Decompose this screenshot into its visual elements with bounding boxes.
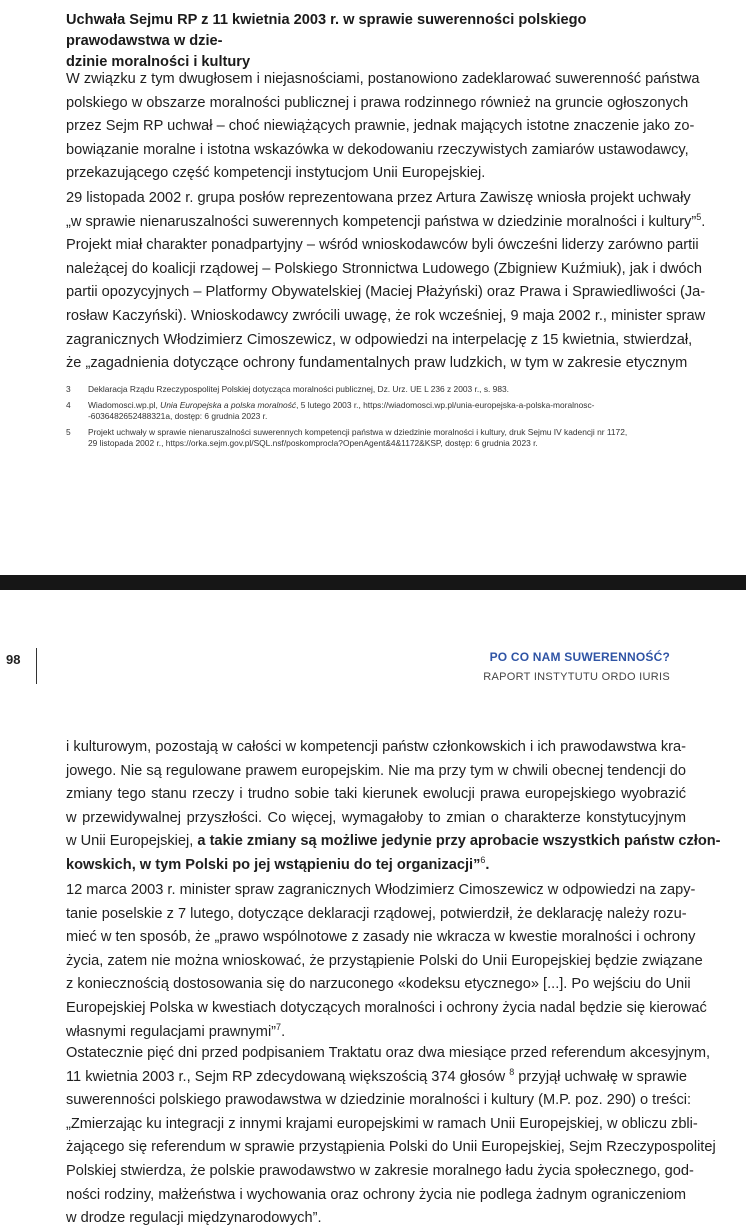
text-line: Projekt miał charakter ponadpartyjny – wśród wnioskodawców byli ówcześni liderzy zarówno partii [66, 237, 699, 254]
heading-line: dzinie moralności i kultury [66, 54, 251, 70]
text-line: w drodze regulacji międzynarodowych”. [66, 1210, 322, 1227]
footnote-number: 4 [66, 400, 71, 410]
text-line: że „zagadnienia dotyczące ochrony fundamentalnych praw ludzkich, w tym w zakresie etycznym [66, 355, 688, 372]
text-fragment: „w sprawie nienaruszalności suwerennych kompetencji państwa w dziedzinie moralności i kultury” [66, 213, 697, 230]
text-line: własnymi regulacjami prawnymi”$^7$. [66, 1021, 286, 1040]
text-line: Europejskiej Polska w kwestiach dotyczących moralności i ochrony życia nadal będzie się kierować [66, 999, 707, 1016]
text-line: „Zmierzając ku integracji z innymi krajami europejskimi w ramach Unii Europejskiej, w obliczu zbli- [66, 1115, 698, 1132]
text-line: bowiązanie moralne i istotna wskazówka w dekodowaniu rzeczywistych zamiarów ustawodawcy, [66, 141, 689, 158]
footnote-line: Projekt uchwały w sprawie nienaruszalności suwerennych kompetencji państwa w dziedzinie moralności i kultury, druk Sejmu IV kadencji nr 1172, [88, 427, 628, 437]
text-line: w przewidywalnej przyszłości. Co więcej, wymagałoby to zmian o charakterze konstytucyjnym [66, 809, 686, 826]
text-line: żającego się referendum w sprawie przystąpienia Polski do Unii Europejskiej, Sejm Rzeczypospolitej [66, 1139, 716, 1156]
footnote-ref: 6 [480, 855, 486, 866]
footnote-ref: 5 [696, 211, 702, 222]
top-page [0, 0, 746, 575]
text-line: Polskiej stwierdza, że polskie prawodawstwo w zakresie moralnego ładu życia społecznego, god- [66, 1162, 694, 1179]
text-line [66, 830, 721, 854]
footnote [66, 384, 686, 395]
header-divider [36, 648, 37, 684]
text-line: kowskich, w tym Polski po jej wstąpieniu do tej organizacji”$^6$. [66, 855, 490, 873]
text-line: partii opozycyjnych – Platformy Obywatelskiej (Maciej Płażyński) oraz Prawa i Sprawiedliwości (Ja- [66, 284, 706, 301]
text-line: polskiego w obszarze moralności publicznej i prawa rodzinnego również na gruncie ogłoszonych [66, 94, 689, 111]
footnote-text: Deklaracja Rządu Rzeczypospolitej Polskiej dotycząca moralności publicznej, Dz. Urz. UE L 236 z 2003 r., s. 983. [88, 384, 509, 394]
bottom-page [0, 590, 746, 1227]
page-number: 98 [6, 652, 21, 667]
text-line: 12 marca 2003 r. minister spraw zagranicznych Włodzimierz Cimoszewicz w odpowiedzi na zapy- [66, 882, 696, 898]
footnote-link[interactable]: 29 listopada 2002 r., https://orka.sejm.gov.pl/SQL.nsf/poskomprocla?OpenAgent&4&1172&KSP, dostęp: 6 grudnia 2023 r. [88, 438, 538, 448]
footnotes [66, 384, 686, 454]
emphasis: kowskich, w tym Polski po jej wstąpieniu do tej organizacji” [66, 856, 481, 873]
text-line: tanie poselskie z 7 lutego, dotyczące deklaracji rządowej, potwierdził, że deklarację należy rozu- [66, 905, 687, 922]
text-line: ności rodziny, małżeństwa i wychowania oraz ochrony życia nie podlega żadnym ograniczeniom [66, 1186, 686, 1203]
paragraph [66, 187, 706, 376]
text-fragment: własnymi regulacjami prawnymi” [66, 1023, 277, 1040]
footnote-number: 3 [66, 384, 71, 394]
paragraph [66, 68, 700, 186]
text-line: jowego. Nie są regulowane prawem europejskim. Nie ma przy tym w chwili obecnej tendencji do [66, 762, 686, 779]
text-line: W związku z tym dwugłosem i niejasnościami, postanowiono zadeklarować suwerenność państwa [66, 71, 700, 87]
running-subtitle: RAPORT INSTYTUTU ORDO IURIS [483, 671, 670, 683]
footnote-ref: 8 [509, 1066, 515, 1077]
paragraph [66, 1042, 716, 1231]
footnote-source: Wiadomosci.wp.pl, [88, 400, 161, 410]
text-line: mieć w ten sposób, że „prawo wspólnotowe z zasady nie wkracza w kwestie moralności i ochrony [66, 929, 696, 946]
text-line: Ostatecznie pięć dni przed podpisaniem Traktatu oraz dwa miesiące przed referendum akcesyjnym, [66, 1045, 711, 1061]
text-line: przez Sejm RP uchwał – choć niewiążących prawnie, jednak mających istotne znaczenie jako zo- [66, 118, 695, 135]
footnote-text [88, 400, 686, 422]
text-line: zagranicznych Włodzimierz Cimoszewicz, w odpowiedzi na interpelację z 15 kwietnia, stwierdzał, [66, 331, 693, 348]
text-line: życia, zatem nie można wnioskować, że przystąpienie Polski do Unii Europejskiej będzie związane [66, 952, 703, 969]
text-line: suwerenności polskiego prawodawstwa w dziedzinie moralności i kultury (M.P. poz. 290) o treści: [66, 1092, 692, 1109]
footnote [66, 400, 686, 422]
running-title: PO CO NAM SUWERENNOŚĆ? [489, 650, 670, 664]
footnote-ref: 7 [276, 1021, 282, 1032]
text-line [66, 1066, 686, 1090]
paragraph [66, 736, 721, 878]
footnote-title: Unia Europejska a polska moralność [160, 400, 297, 410]
page-separator [0, 575, 746, 590]
heading-line: Uchwała Sejmu RP z 11 kwietnia 2003 r. w sprawie suwerenności polskiego prawodawstwa w dzie- [66, 12, 587, 49]
emphasis: a takie zmiany są możliwe jedynie przy aprobacie wszystkich państw człon- [197, 833, 721, 850]
text-line: „w sprawie nienaruszalności suwerennych kompetencji państwa w dziedzinie moralności i kultury”$^5$. [66, 211, 706, 230]
text-fragment: 11 kwietnia 2003 r., Sejm RP zdecydowaną większością 374 głosów [66, 1068, 510, 1085]
text-line: przekazującego część kompetencji instytucjom Unii Europejskiej. [66, 165, 486, 182]
paragraph [66, 879, 707, 1044]
text-line: z koniecznością dostosowania się do narzuconego «kodeksu etycznego» [...]. Po wejściu do Unii [66, 976, 691, 993]
footnote-link-continued[interactable]: -6036482652488321a, dostęp: 6 grudnia 2023 r. [88, 411, 268, 421]
text-line: rosław Kaczyński). Wnioskodawcy zwrócili uwagę, że rok wcześniej, 9 maja 2002 r., minister spraw [66, 307, 706, 324]
footnote [66, 427, 686, 449]
text-line: i kulturowym, pozostają w całości w kompetencji państw członkowskich i ich prawodawstwa kra- [66, 739, 686, 755]
text-line: 29 listopada 2002 r. grupa posłów reprezentowana przez Artura Zawiszę wniosła projekt uchwały [66, 190, 691, 206]
footnote-link[interactable]: , 5 lutego 2003 r., https://wiadomosci.wp.pl/unia-europejska-a-polska-moralnosc- [296, 400, 595, 410]
text-fragment: przyjął uchwałę w sprawie [514, 1068, 687, 1085]
footnote-text [88, 427, 686, 449]
text-line: należącej do koalicji rządowej – Polskiego Stronnictwa Ludowego (Zbigniew Kuźmiuk), jak i dwóch [66, 260, 702, 277]
text-line: zmiany tego stanu rzeczy i trudno sobie taki kierunek ewolucji prawa europejskiego wyobrazić [66, 786, 686, 803]
footnote-number: 5 [66, 427, 71, 437]
section-heading [66, 10, 686, 73]
text-fragment: w Unii Europejskiej, [66, 833, 198, 850]
